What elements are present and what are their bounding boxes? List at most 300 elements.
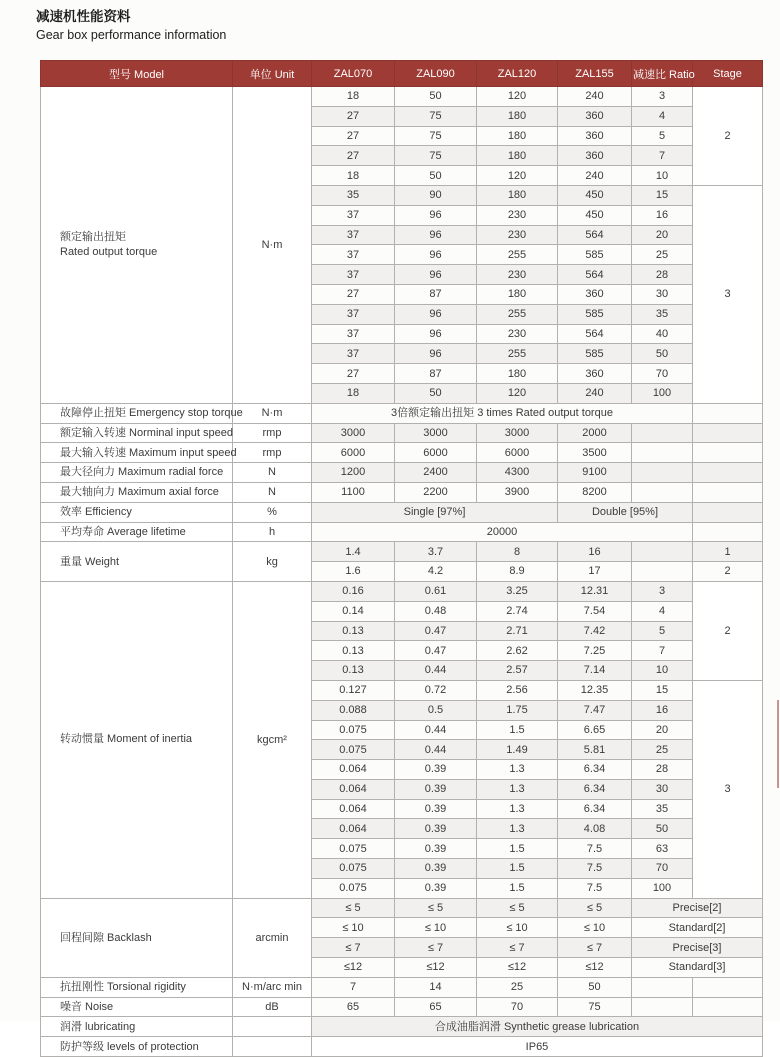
value-cell: 18 <box>312 383 395 403</box>
value-cell: 450 <box>558 205 632 225</box>
header-ratio: 减速比 Ratio <box>632 61 693 87</box>
value-cell: 2000 <box>558 423 632 443</box>
ratio-cell: 28 <box>632 265 693 285</box>
value-cell: 1.3 <box>477 779 558 799</box>
ratio-cell: 3 <box>632 87 693 107</box>
value-cell: 6000 <box>395 443 477 463</box>
value-cell: 360 <box>558 106 632 126</box>
ratio-cell <box>632 482 693 502</box>
value-cell: 96 <box>395 304 477 324</box>
value-cell: 0.44 <box>395 720 477 740</box>
value-cell: 360 <box>558 126 632 146</box>
table-row <box>41 423 763 443</box>
unit-cell: % <box>233 502 312 522</box>
ratio-cell: 35 <box>632 304 693 324</box>
value-cell: 7.54 <box>558 601 632 621</box>
value-cell: 2200 <box>395 482 477 502</box>
value-cell: 120 <box>477 166 558 186</box>
ratio-cell <box>632 977 693 997</box>
header-zal090: ZAL090 <box>395 61 477 87</box>
value-cell: 87 <box>395 364 477 384</box>
value-cell: 27 <box>312 146 395 166</box>
value-cell: ≤ 7 <box>477 938 558 958</box>
value-cell: ≤ 5 <box>395 898 477 918</box>
value-cell: 230 <box>477 205 558 225</box>
value-cell: 1.5 <box>477 839 558 859</box>
value-cell: 0.61 <box>395 581 477 601</box>
value-cell: 3000 <box>477 423 558 443</box>
value-cell: 0.075 <box>312 878 395 898</box>
table-row <box>41 522 763 542</box>
stage-cell: 3 <box>693 185 763 403</box>
unit-cell: N·m/arc min <box>233 977 312 997</box>
value-cell: 90 <box>395 185 477 205</box>
class-note-cell: Precise[3] <box>632 938 763 958</box>
stage-cell: 1 <box>693 542 763 562</box>
value-cell: 37 <box>312 304 395 324</box>
value-cell: 0.39 <box>395 859 477 879</box>
value-cell: 7.5 <box>558 839 632 859</box>
value-cell: 8 <box>477 542 558 562</box>
table-row <box>41 581 763 601</box>
value-cell: 25 <box>477 977 558 997</box>
value-cell: 2.57 <box>477 661 558 681</box>
value-cell: 50 <box>395 166 477 186</box>
value-cell: 12.35 <box>558 680 632 700</box>
value-cell: 27 <box>312 364 395 384</box>
ratio-cell: 16 <box>632 700 693 720</box>
page-title-zh: 减速机性能资料 <box>36 9 131 24</box>
ratio-cell: 35 <box>632 799 693 819</box>
unit-cell <box>233 1017 312 1037</box>
ratio-cell: 100 <box>632 383 693 403</box>
ratio-cell: 4 <box>632 601 693 621</box>
value-cell: ≤12 <box>558 958 632 978</box>
value-cell: ≤ 10 <box>312 918 395 938</box>
value-cell: 3900 <box>477 482 558 502</box>
value-cell: ≤ 7 <box>312 938 395 958</box>
value-cell: 7.42 <box>558 621 632 641</box>
value-cell: 37 <box>312 324 395 344</box>
ratio-cell: 4 <box>632 106 693 126</box>
unit-cell: N <box>233 463 312 483</box>
value-cell: 585 <box>558 304 632 324</box>
value-cell: 0.13 <box>312 641 395 661</box>
value-cell: 0.44 <box>395 740 477 760</box>
value-cell: 3.7 <box>395 542 477 562</box>
value-cell: 0.72 <box>395 680 477 700</box>
value-cell: 0.39 <box>395 760 477 780</box>
value-cell: 564 <box>558 324 632 344</box>
value-cell: 1.3 <box>477 819 558 839</box>
value-cell: 12.31 <box>558 581 632 601</box>
row-label: 抗扭刚性 Torsional rigidity <box>41 977 233 997</box>
value-cell: 230 <box>477 265 558 285</box>
ratio-cell <box>632 443 693 463</box>
value-cell: 35 <box>312 185 395 205</box>
table-row <box>41 1017 763 1037</box>
row-label: 回程间隙 Backlash <box>41 898 233 977</box>
row-label: 额定输出扭矩 Rated output torque <box>41 87 233 404</box>
value-cell: 0.075 <box>312 859 395 879</box>
value-cell: 27 <box>312 106 395 126</box>
value-cell: 4.2 <box>395 562 477 582</box>
value-cell: 1.5 <box>477 878 558 898</box>
value-cell: 240 <box>558 383 632 403</box>
value-cell: 2.56 <box>477 680 558 700</box>
value-cell: 18 <box>312 87 395 107</box>
value-cell: ≤ 7 <box>558 938 632 958</box>
stage-cell: 2 <box>693 581 763 680</box>
unit-cell: h <box>233 522 312 542</box>
row-label: 故障停止扭矩 Emergency stop torque <box>41 403 233 423</box>
value-cell: 0.39 <box>395 819 477 839</box>
header-model: 型号 Model <box>41 61 233 87</box>
value-cell: 180 <box>477 284 558 304</box>
value-cell: 87 <box>395 284 477 304</box>
row-label: 重量 Weight <box>41 542 233 582</box>
value-cell: 180 <box>477 106 558 126</box>
merged-value-cell: 3倍额定输出扭矩 3 times Rated output torque <box>312 403 693 423</box>
merged-value-cell: 合成油脂润滑 Synthetic grease lubrication <box>312 1017 763 1037</box>
value-cell: 3000 <box>395 423 477 443</box>
value-cell: ≤ 7 <box>395 938 477 958</box>
value-cell: 0.39 <box>395 839 477 859</box>
value-cell: 7.5 <box>558 859 632 879</box>
value-cell: 180 <box>477 126 558 146</box>
value-cell: 17 <box>558 562 632 582</box>
ratio-cell: 50 <box>632 344 693 364</box>
value-cell: 6000 <box>312 443 395 463</box>
value-cell: 37 <box>312 344 395 364</box>
value-cell: 6.65 <box>558 720 632 740</box>
table-row <box>41 463 763 483</box>
stage-cell <box>693 443 763 463</box>
value-cell: ≤ 5 <box>312 898 395 918</box>
value-cell: ≤12 <box>477 958 558 978</box>
merged-value-cell: Double [95%] <box>558 502 693 522</box>
class-note-cell: Standard[3] <box>632 958 763 978</box>
value-cell: ≤ 10 <box>558 918 632 938</box>
class-note-cell: Standard[2] <box>632 918 763 938</box>
value-cell: 2.74 <box>477 601 558 621</box>
value-cell: 1200 <box>312 463 395 483</box>
stage-cell <box>693 403 763 423</box>
value-cell: 96 <box>395 225 477 245</box>
value-cell: 360 <box>558 146 632 166</box>
row-label: 最大轴向力 Maximum axial force <box>41 482 233 502</box>
ratio-cell: 5 <box>632 126 693 146</box>
value-cell: 120 <box>477 87 558 107</box>
ratio-cell: 70 <box>632 364 693 384</box>
value-cell: 0.064 <box>312 799 395 819</box>
value-cell: 0.064 <box>312 819 395 839</box>
ratio-cell <box>632 542 693 562</box>
value-cell: 230 <box>477 324 558 344</box>
ratio-cell: 25 <box>632 245 693 265</box>
ratio-cell: 16 <box>632 205 693 225</box>
unit-cell: N·m <box>233 87 312 404</box>
unit-cell <box>233 1037 312 1057</box>
performance-table <box>40 60 763 1057</box>
value-cell: 1.75 <box>477 700 558 720</box>
ratio-cell: 7 <box>632 641 693 661</box>
value-cell: 3.25 <box>477 581 558 601</box>
table-row <box>41 898 763 918</box>
value-cell: 0.16 <box>312 581 395 601</box>
value-cell: 37 <box>312 245 395 265</box>
value-cell: 0.48 <box>395 601 477 621</box>
merged-value-cell: Single [97%] <box>312 502 558 522</box>
value-cell: 0.13 <box>312 661 395 681</box>
title-block <box>36 8 226 43</box>
value-cell: 3000 <box>312 423 395 443</box>
value-cell: 1100 <box>312 482 395 502</box>
row-label: 润滑 lubricating <box>41 1017 233 1037</box>
ratio-cell: 20 <box>632 720 693 740</box>
value-cell: 1.5 <box>477 859 558 879</box>
value-cell: 14 <box>395 977 477 997</box>
ratio-cell: 15 <box>632 680 693 700</box>
stage-cell: 3 <box>693 680 763 898</box>
value-cell: ≤ 10 <box>477 918 558 938</box>
value-cell: 240 <box>558 166 632 186</box>
row-label: 效率 Efficiency <box>41 502 233 522</box>
ratio-cell <box>632 997 693 1017</box>
value-cell: 255 <box>477 304 558 324</box>
ratio-cell: 5 <box>632 621 693 641</box>
value-cell: 180 <box>477 185 558 205</box>
table-row <box>41 502 763 522</box>
row-label: 转动惯量 Moment of inertia <box>41 581 233 898</box>
value-cell: 7.47 <box>558 700 632 720</box>
ratio-cell: 30 <box>632 779 693 799</box>
stage-cell <box>693 997 763 1017</box>
value-cell: 564 <box>558 225 632 245</box>
value-cell: 0.064 <box>312 760 395 780</box>
value-cell: 96 <box>395 205 477 225</box>
table-row <box>41 542 763 562</box>
ratio-cell: 7 <box>632 146 693 166</box>
value-cell: 6.34 <box>558 779 632 799</box>
value-cell: 5.81 <box>558 740 632 760</box>
header-row <box>41 61 763 87</box>
value-cell: 9100 <box>558 463 632 483</box>
unit-cell: arcmin <box>233 898 312 977</box>
value-cell: 0.088 <box>312 700 395 720</box>
unit-cell: rmp <box>233 443 312 463</box>
value-cell: 75 <box>558 997 632 1017</box>
value-cell: 3500 <box>558 443 632 463</box>
value-cell: 0.39 <box>395 779 477 799</box>
value-cell: 75 <box>395 106 477 126</box>
value-cell: 0.13 <box>312 621 395 641</box>
value-cell: 0.14 <box>312 601 395 621</box>
value-cell: 0.39 <box>395 799 477 819</box>
value-cell: 50 <box>395 383 477 403</box>
value-cell: 18 <box>312 166 395 186</box>
ratio-cell: 15 <box>632 185 693 205</box>
value-cell: 96 <box>395 245 477 265</box>
value-cell: 96 <box>395 344 477 364</box>
value-cell: 1.6 <box>312 562 395 582</box>
value-cell: 1.49 <box>477 740 558 760</box>
value-cell: 2400 <box>395 463 477 483</box>
value-cell: 16 <box>558 542 632 562</box>
table-row <box>41 443 763 463</box>
value-cell: 360 <box>558 364 632 384</box>
table-row <box>41 1037 763 1057</box>
value-cell: ≤12 <box>312 958 395 978</box>
value-cell: 37 <box>312 265 395 285</box>
header-zal155: ZAL155 <box>558 61 632 87</box>
value-cell: 2.62 <box>477 641 558 661</box>
value-cell: 6.34 <box>558 760 632 780</box>
value-cell: 0.064 <box>312 779 395 799</box>
page-title-en: Gear box performance information <box>36 28 227 42</box>
ratio-cell: 20 <box>632 225 693 245</box>
row-label: 额定输入转速 Norminal input speed <box>41 423 233 443</box>
value-cell: 7.25 <box>558 641 632 661</box>
stage-cell <box>693 423 763 443</box>
stage-cell <box>693 482 763 502</box>
table-row <box>41 482 763 502</box>
ratio-cell: 10 <box>632 661 693 681</box>
value-cell: 255 <box>477 245 558 265</box>
ratio-cell: 30 <box>632 284 693 304</box>
unit-cell: kgcm² <box>233 581 312 898</box>
unit-cell: dB <box>233 997 312 1017</box>
stage-cell <box>693 977 763 997</box>
unit-cell: N·m <box>233 403 312 423</box>
row-label: 平均寿命 Average lifetime <box>41 522 233 542</box>
value-cell: 0.075 <box>312 839 395 859</box>
header-zal070: ZAL070 <box>312 61 395 87</box>
value-cell: 75 <box>395 146 477 166</box>
table-row <box>41 403 763 423</box>
value-cell: 0.47 <box>395 621 477 641</box>
value-cell: 0.39 <box>395 878 477 898</box>
merged-value-cell: 20000 <box>312 522 693 542</box>
value-cell: 65 <box>312 997 395 1017</box>
value-cell: ≤ 5 <box>477 898 558 918</box>
table-row <box>41 87 763 107</box>
table-row <box>41 977 763 997</box>
value-cell: 70 <box>477 997 558 1017</box>
row-label: 防护等级 levels of protection <box>41 1037 233 1057</box>
value-cell: 585 <box>558 344 632 364</box>
value-cell: 7.14 <box>558 661 632 681</box>
value-cell: 75 <box>395 126 477 146</box>
value-cell: 27 <box>312 284 395 304</box>
value-cell: 0.127 <box>312 680 395 700</box>
value-cell: 1.4 <box>312 542 395 562</box>
value-cell: 0.47 <box>395 641 477 661</box>
merged-value-cell: IP65 <box>312 1037 763 1057</box>
ratio-cell: 50 <box>632 819 693 839</box>
value-cell: 255 <box>477 344 558 364</box>
value-cell: 37 <box>312 225 395 245</box>
value-cell: 96 <box>395 324 477 344</box>
value-cell: 6.34 <box>558 799 632 819</box>
value-cell: 450 <box>558 185 632 205</box>
stage-cell: 2 <box>693 87 763 186</box>
value-cell: 65 <box>395 997 477 1017</box>
value-cell: 0.075 <box>312 720 395 740</box>
ratio-cell: 10 <box>632 166 693 186</box>
value-cell: 4300 <box>477 463 558 483</box>
ratio-cell: 63 <box>632 839 693 859</box>
stage-cell: 2 <box>693 562 763 582</box>
value-cell: 27 <box>312 126 395 146</box>
value-cell: 120 <box>477 383 558 403</box>
value-cell: 96 <box>395 265 477 285</box>
ratio-cell <box>632 562 693 582</box>
ratio-cell: 40 <box>632 324 693 344</box>
value-cell: 585 <box>558 245 632 265</box>
ratio-cell: 70 <box>632 859 693 879</box>
value-cell: 8.9 <box>477 562 558 582</box>
row-label: 噪音 Noise <box>41 997 233 1017</box>
value-cell: ≤ 10 <box>395 918 477 938</box>
ratio-cell <box>632 423 693 443</box>
value-cell: 240 <box>558 87 632 107</box>
stage-cell <box>693 502 763 522</box>
value-cell: 0.5 <box>395 700 477 720</box>
page-edge-accent <box>777 700 779 788</box>
value-cell: 0.075 <box>312 740 395 760</box>
header-unit: 单位 Unit <box>233 61 312 87</box>
value-cell: 4.08 <box>558 819 632 839</box>
value-cell: 1.5 <box>477 720 558 740</box>
unit-cell: kg <box>233 542 312 582</box>
value-cell: 7.5 <box>558 878 632 898</box>
ratio-cell <box>632 463 693 483</box>
stage-cell <box>693 463 763 483</box>
header-stage: Stage <box>693 61 763 87</box>
unit-cell: N <box>233 482 312 502</box>
table-row <box>41 997 763 1017</box>
value-cell: 37 <box>312 205 395 225</box>
row-label: 最大输入转速 Maximum input speed <box>41 443 233 463</box>
row-label: 最大径向力 Maximum radial force <box>41 463 233 483</box>
value-cell: 2.71 <box>477 621 558 641</box>
value-cell: 1.3 <box>477 760 558 780</box>
value-cell: 230 <box>477 225 558 245</box>
value-cell: ≤12 <box>395 958 477 978</box>
ratio-cell: 28 <box>632 760 693 780</box>
value-cell: 180 <box>477 364 558 384</box>
value-cell: 1.3 <box>477 799 558 819</box>
value-cell: 564 <box>558 265 632 285</box>
value-cell: 7 <box>312 977 395 997</box>
header-zal120: ZAL120 <box>477 61 558 87</box>
ratio-cell: 25 <box>632 740 693 760</box>
stage-cell <box>693 522 763 542</box>
value-cell: 6000 <box>477 443 558 463</box>
value-cell: 360 <box>558 284 632 304</box>
value-cell: 180 <box>477 146 558 166</box>
value-cell: 50 <box>558 977 632 997</box>
ratio-cell: 3 <box>632 581 693 601</box>
value-cell: 50 <box>395 87 477 107</box>
ratio-cell: 100 <box>632 878 693 898</box>
value-cell: ≤ 5 <box>558 898 632 918</box>
value-cell: 0.44 <box>395 661 477 681</box>
class-note-cell: Precise[2] <box>632 898 763 918</box>
value-cell: 8200 <box>558 482 632 502</box>
unit-cell: rmp <box>233 423 312 443</box>
